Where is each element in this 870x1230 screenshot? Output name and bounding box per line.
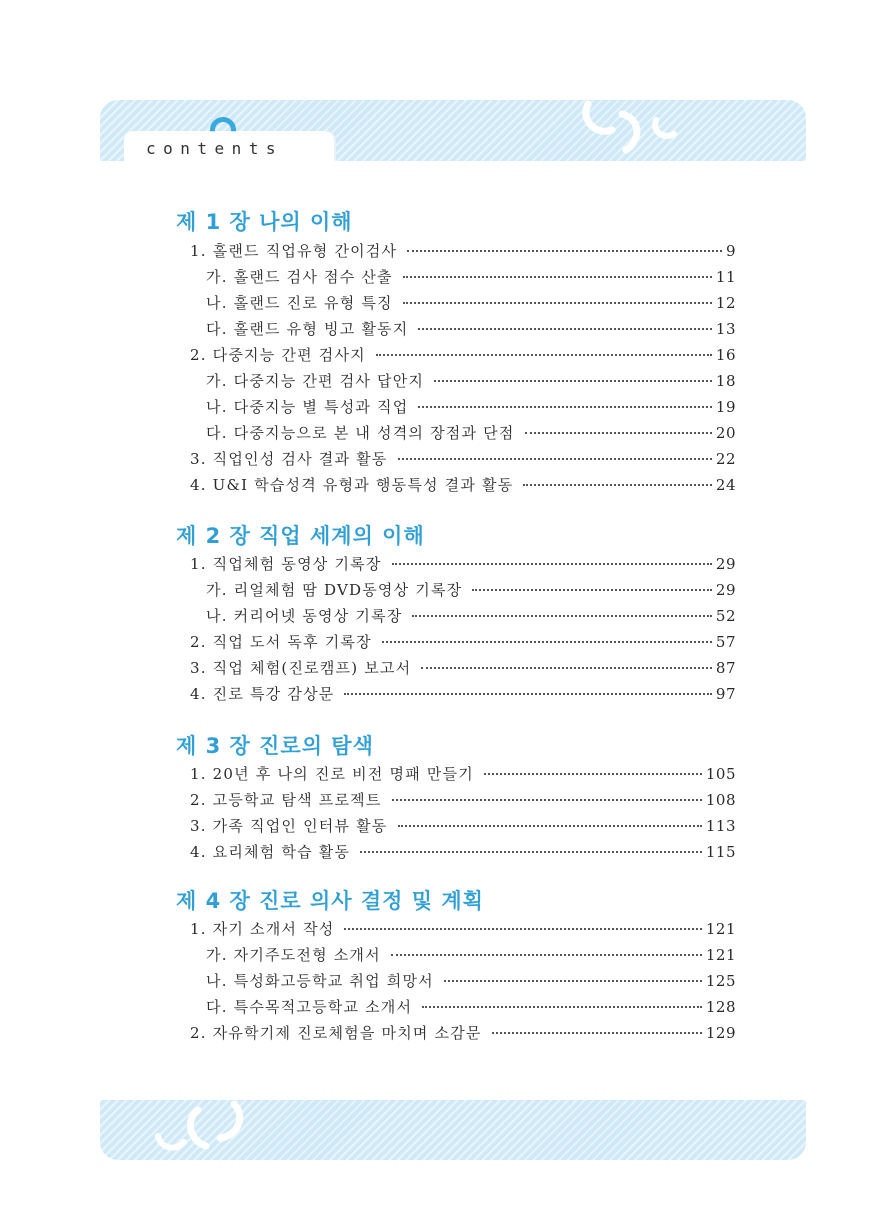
page-number: 121 — [705, 920, 736, 938]
page-number: 125 — [705, 972, 736, 990]
page-number: 29 — [715, 581, 736, 599]
toc-entry[interactable] — [190, 344, 736, 364]
entry-label: 3. 직업인성 검사 결과 활동 — [190, 450, 388, 468]
dot-leader — [418, 406, 711, 408]
toc-entry[interactable] — [190, 815, 736, 835]
page-number: 11 — [715, 268, 736, 286]
entry-label: 4. U&I 학습성격 유형과 행동특성 결과 활동 — [190, 476, 514, 494]
entry-label: 1. 직업체험 동영상 기록장 — [190, 555, 382, 573]
dot-leader — [444, 980, 702, 982]
toc-entry[interactable] — [190, 1022, 736, 1042]
dot-leader — [403, 276, 712, 278]
dot-leader — [382, 641, 712, 643]
toc-entry[interactable] — [206, 579, 736, 599]
page-number: 115 — [705, 843, 736, 861]
dot-leader — [403, 302, 712, 304]
entry-label: 가. 다중지능 간편 검사 답안지 — [206, 372, 425, 390]
dot-leader — [525, 432, 712, 434]
page-number: 97 — [715, 685, 736, 703]
toc-entry[interactable] — [190, 474, 736, 494]
dot-leader — [398, 825, 702, 827]
toc-entry[interactable] — [206, 370, 736, 390]
entry-label: 나. 특성화고등학교 취업 희망서 — [206, 972, 434, 990]
toc-entry[interactable] — [190, 553, 736, 573]
dot-leader — [391, 954, 702, 956]
toc-entry[interactable] — [206, 292, 736, 312]
entry-label: 3. 직업 체험(진로캠프) 보고서 — [190, 659, 412, 677]
page-number: 121 — [705, 946, 736, 964]
entry-label: 나. 다중지능 별 특성과 직업 — [206, 398, 409, 416]
entry-label: 나. 커리어넷 동영상 기록장 — [206, 607, 403, 625]
toc-entry[interactable] — [190, 240, 736, 260]
toc-entry[interactable] — [206, 422, 736, 442]
entry-label: 가. 홀랜드 검사 점수 산출 — [206, 268, 393, 286]
toc-entry[interactable] — [206, 996, 736, 1016]
dot-leader — [523, 484, 712, 486]
page-number: 12 — [715, 294, 736, 312]
page-number: 108 — [705, 791, 736, 809]
toc-entry[interactable] — [190, 841, 736, 861]
dot-leader — [344, 928, 701, 930]
page-number: 29 — [715, 555, 736, 573]
page-number: 13 — [715, 320, 736, 338]
dot-leader — [472, 589, 712, 591]
toc-entry[interactable] — [206, 944, 736, 964]
toc-entry[interactable] — [206, 396, 736, 416]
entry-label: 가. 리얼체험 땀 DVD동영상 기록장 — [206, 581, 463, 599]
toc-entry[interactable] — [206, 318, 736, 338]
page-number: 113 — [705, 817, 736, 835]
dot-leader — [434, 380, 712, 382]
entry-label: 다. 홀랜드 유형 빙고 활동지 — [206, 320, 409, 338]
dot-leader — [398, 458, 712, 460]
toc-entry[interactable] — [190, 631, 736, 651]
entry-label: 1. 홀랜드 직업유형 간이검사 — [190, 242, 398, 260]
page-number: 87 — [715, 659, 736, 677]
chapter-title: 제 2 장 직업 세계의 이해 — [176, 524, 425, 548]
entry-label: 다. 다중지능으로 본 내 성격의 장점과 단점 — [206, 424, 515, 442]
contents-label: contents — [146, 139, 284, 158]
page-number: 128 — [705, 998, 736, 1016]
entry-label: 다. 특수목적고등학교 소개서 — [206, 998, 413, 1016]
entry-label: 2. 고등학교 탐색 프로젝트 — [190, 791, 382, 809]
page-number: 24 — [715, 476, 736, 494]
page-number: 16 — [715, 346, 736, 364]
toc-entry[interactable] — [206, 266, 736, 286]
entry-label: 가. 자기주도전형 소개서 — [206, 946, 381, 964]
chapter-title: 제 1 장 나의 이해 — [176, 210, 353, 234]
dot-leader — [422, 1006, 702, 1008]
swirl-ornament-icon — [578, 100, 718, 161]
dot-leader — [418, 328, 711, 330]
page-number: 22 — [715, 450, 736, 468]
entry-label: 4. 진로 특강 감상문 — [190, 685, 335, 703]
toc-entry[interactable] — [190, 789, 736, 809]
chapter-title: 제 3 장 진로의 탐색 — [176, 734, 374, 758]
entry-label: 2. 직업 도서 독후 기록장 — [190, 633, 372, 651]
dot-leader — [492, 1032, 702, 1034]
swirl-ornament-icon — [150, 1100, 280, 1160]
entry-label: 1. 자기 소개서 작성 — [190, 920, 335, 938]
toc-entry[interactable] — [206, 605, 736, 625]
page-number: 129 — [705, 1024, 736, 1042]
page-number: 57 — [715, 633, 736, 651]
dot-leader — [392, 799, 702, 801]
page-number: 18 — [715, 372, 736, 390]
page-number: 20 — [715, 424, 736, 442]
toc-entry[interactable] — [190, 448, 736, 468]
dot-leader — [484, 773, 702, 775]
dot-leader — [360, 851, 702, 853]
dot-leader — [421, 667, 712, 669]
page-number: 52 — [715, 607, 736, 625]
toc-entry[interactable] — [190, 683, 736, 703]
entry-label: 4. 요리체험 학습 활동 — [190, 843, 351, 861]
footer-band — [100, 1100, 806, 1160]
entry-label: 2. 다중지능 간편 검사지 — [190, 346, 366, 364]
page-number: 9 — [725, 242, 736, 260]
toc-entry[interactable] — [190, 657, 736, 677]
dot-leader — [407, 250, 722, 252]
entry-label: 나. 홀랜드 진로 유형 특징 — [206, 294, 393, 312]
dot-leader — [392, 563, 712, 565]
page-number: 105 — [705, 765, 736, 783]
page-number: 19 — [715, 398, 736, 416]
entry-label: 3. 가족 직업인 인터뷰 활동 — [190, 817, 388, 835]
entry-label: 2. 자유학기제 진로체험을 마치며 소감문 — [190, 1024, 482, 1042]
toc-entry[interactable] — [190, 918, 736, 938]
dot-leader — [344, 693, 711, 695]
entry-label: 1. 20년 후 나의 진로 비전 명패 만들기 — [190, 765, 474, 783]
toc-entry[interactable] — [206, 970, 736, 990]
chapter-title: 제 4 장 진로 의사 결정 및 계획 — [176, 889, 484, 913]
dot-leader — [376, 354, 712, 356]
dot-leader — [412, 615, 711, 617]
toc-entry[interactable] — [190, 763, 736, 783]
